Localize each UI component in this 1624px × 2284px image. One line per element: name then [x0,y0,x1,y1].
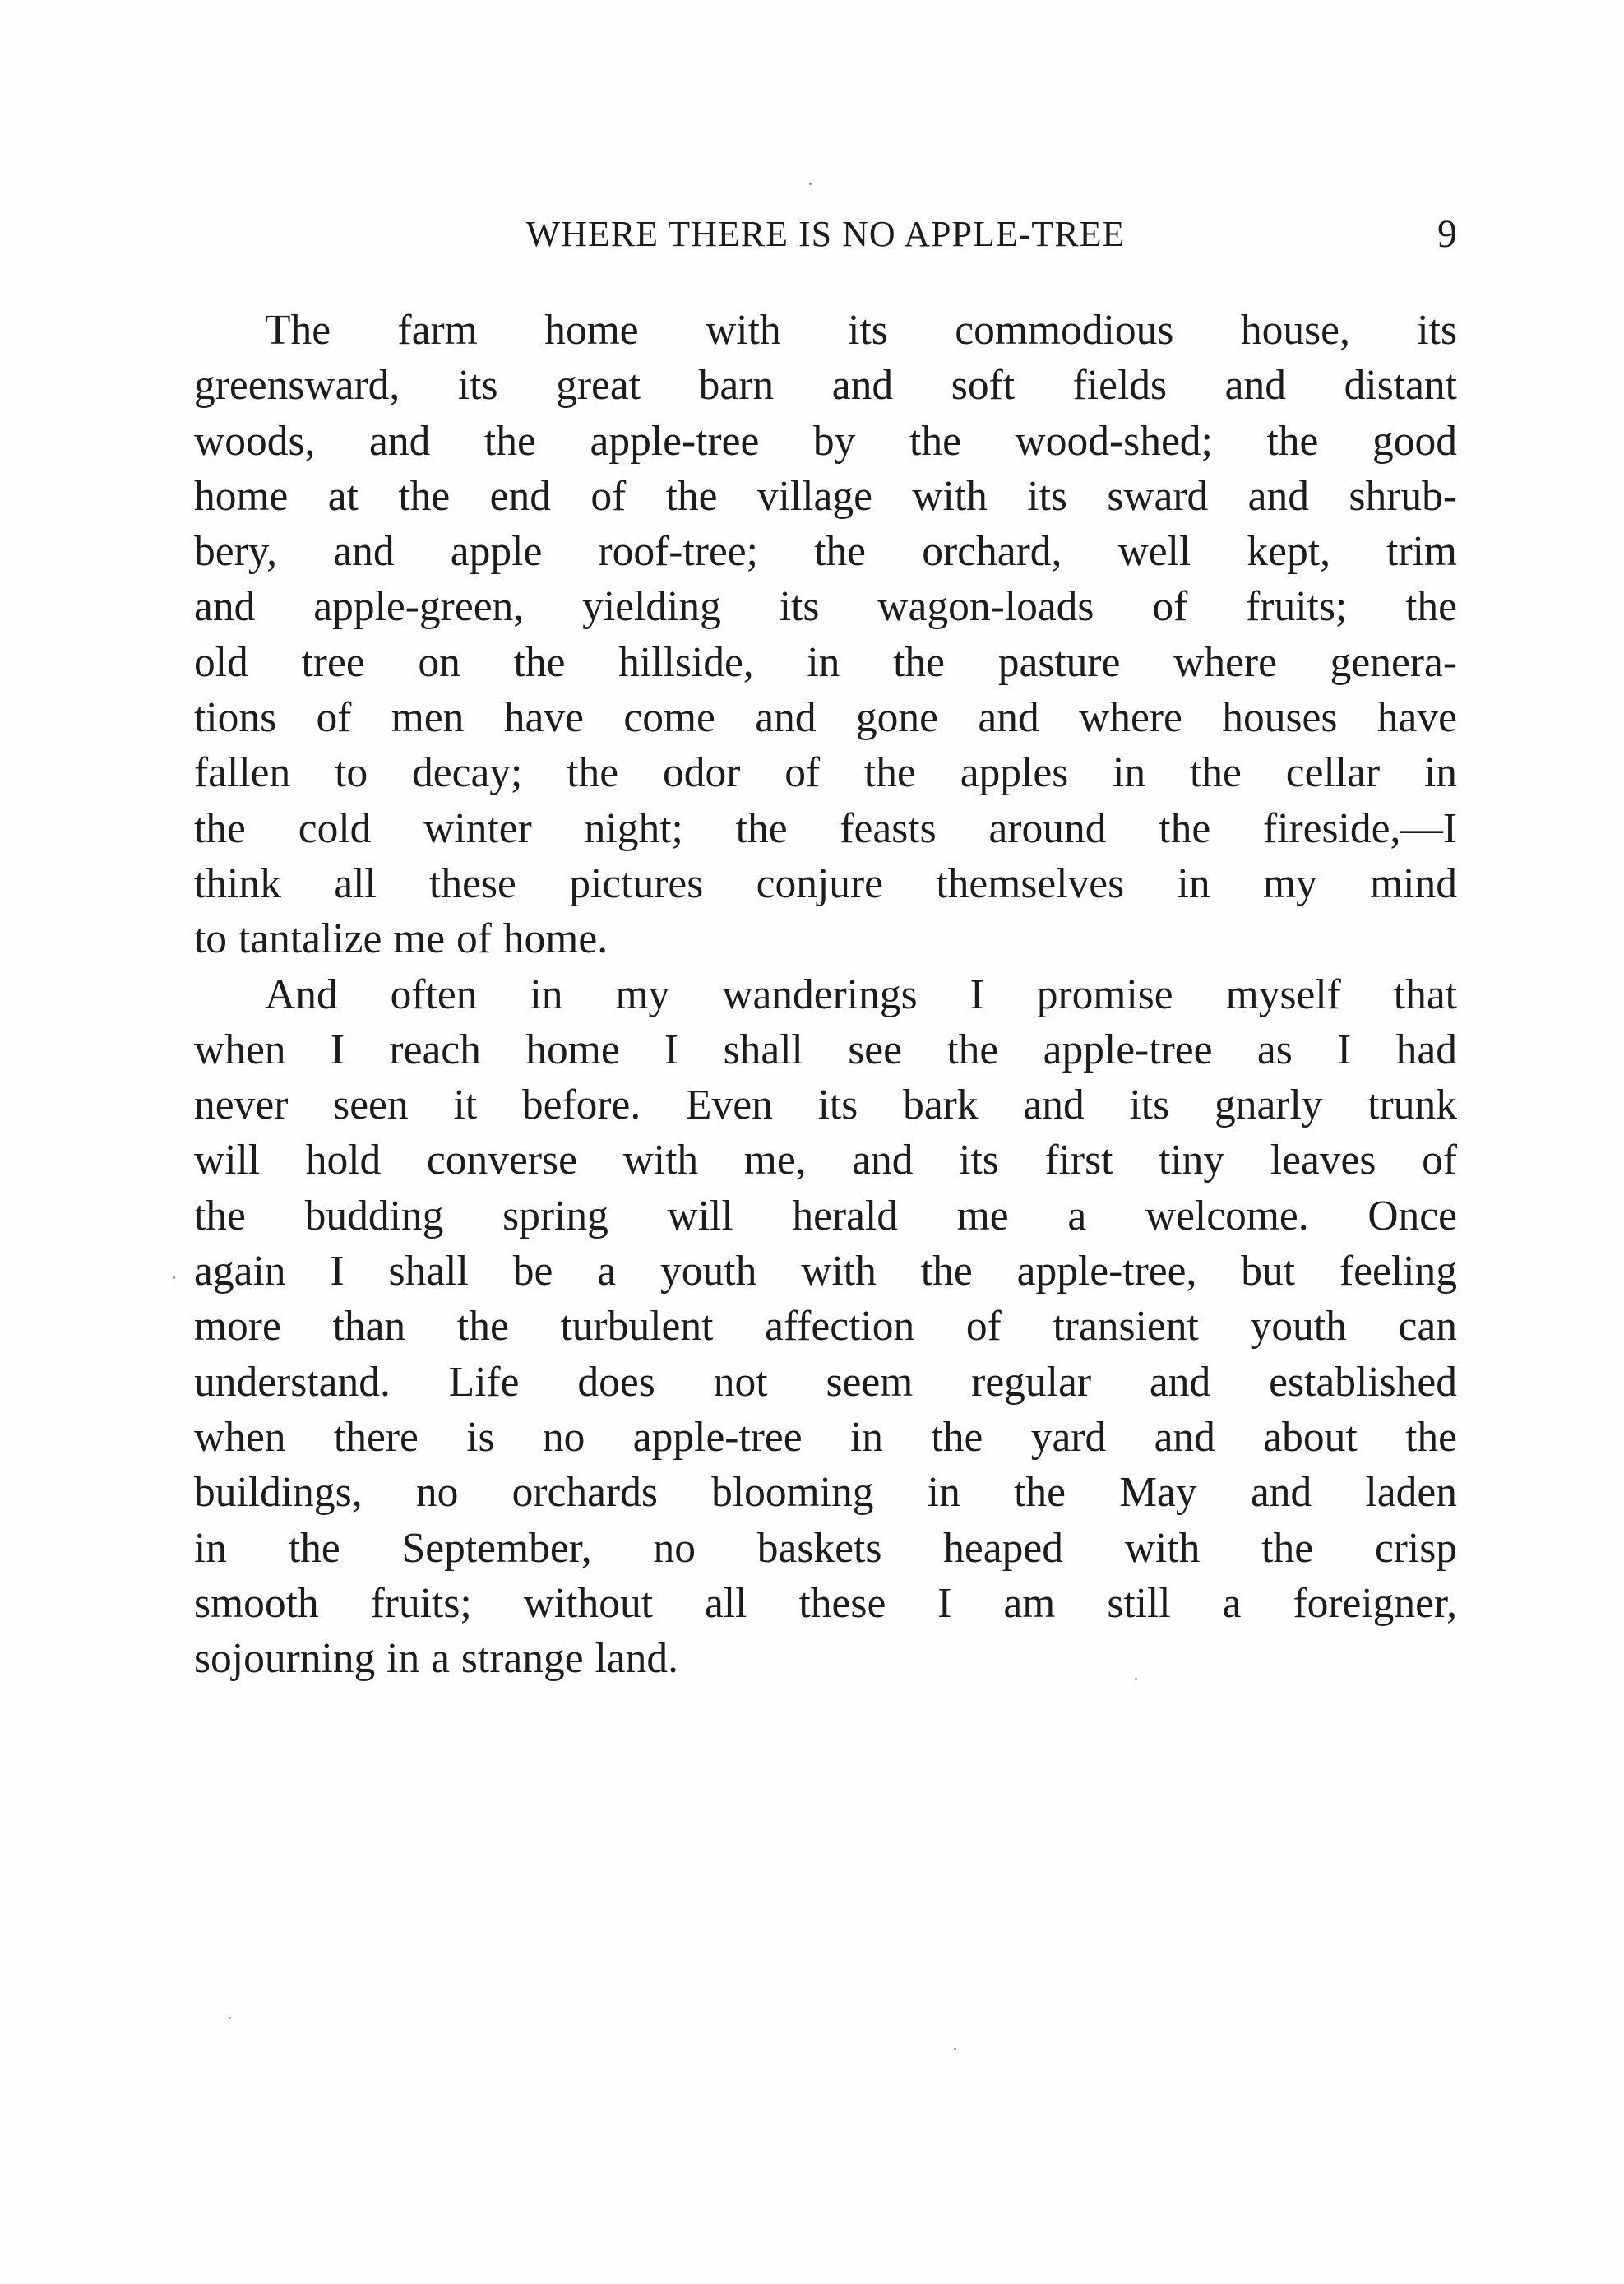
running-head [194,210,1457,259]
scan-speck [173,1276,175,1279]
text-line: when there is no apple-tree in the yard and about the [194,1413,1457,1461]
scan-speck [954,2048,956,2050]
scan-speck [809,183,812,185]
text-line: and apple-green, yielding its wagon-loads of fruits; the [194,583,1457,631]
text-line: old tree on the hillside, in the pasture where genera- [194,638,1457,686]
text-line: in the September, no baskets heaped with the crisp [194,1524,1457,1572]
text-line: think all these pictures conjure themselves in my mind [194,859,1457,907]
text-line: never seen it before. Even its bark and its gnarly trunk [194,1082,1457,1129]
scan-speck [229,2017,231,2019]
text-line: tions of men have come and gone and where houses have [194,694,1457,742]
text-line: the cold winter night; the feasts around the fireside,—I [194,804,1457,852]
text-line: when I reach home I shall see the apple-tree as I had [194,1026,1457,1073]
text-line: The farm home with its commodious house, its [265,307,1457,354]
text-line: fallen to decay; the odor of the apples in the cellar in [194,749,1457,797]
text-line: the budding spring will herald me a welcome. Once [194,1192,1457,1239]
body-text [194,303,1457,1686]
paragraph-2 [194,967,1457,1687]
text-line: bery, and apple roof-tree; the orchard, well kept, trim [194,528,1457,576]
text-line: understand. Life does not seem regular and established [194,1358,1457,1406]
text-line: to tantalize me of home. [194,915,608,963]
paragraph-1 [194,303,1457,967]
text-line: will hold converse with me, and its first tiny leaves of [194,1137,1457,1184]
text-line: buildings, no orchards blooming in the May and laden [194,1469,1457,1517]
text-line: woods, and the apple-tree by the wood-shed; the good [194,417,1457,465]
text-line: home at the end of the village with its sward and shrub- [194,472,1457,520]
text-line: And often in my wanderings I promise myself that [265,971,1457,1018]
text-line: smooth fruits; without all these I am still a foreigner, [194,1579,1457,1627]
text-line: more than the turbulent affection of transient youth can [194,1303,1457,1350]
scan-speck [1135,1678,1137,1680]
running-title: WHERE THERE IS NO APPLE-TREE [525,214,1126,254]
text-line: again I shall be a youth with the apple-tree, but feeling [194,1248,1457,1295]
text-line: greensward, its great barn and soft fields and distant [194,362,1457,410]
text-line: sojourning in a strange land. [194,1635,678,1683]
page-number: 9 [1437,212,1457,256]
